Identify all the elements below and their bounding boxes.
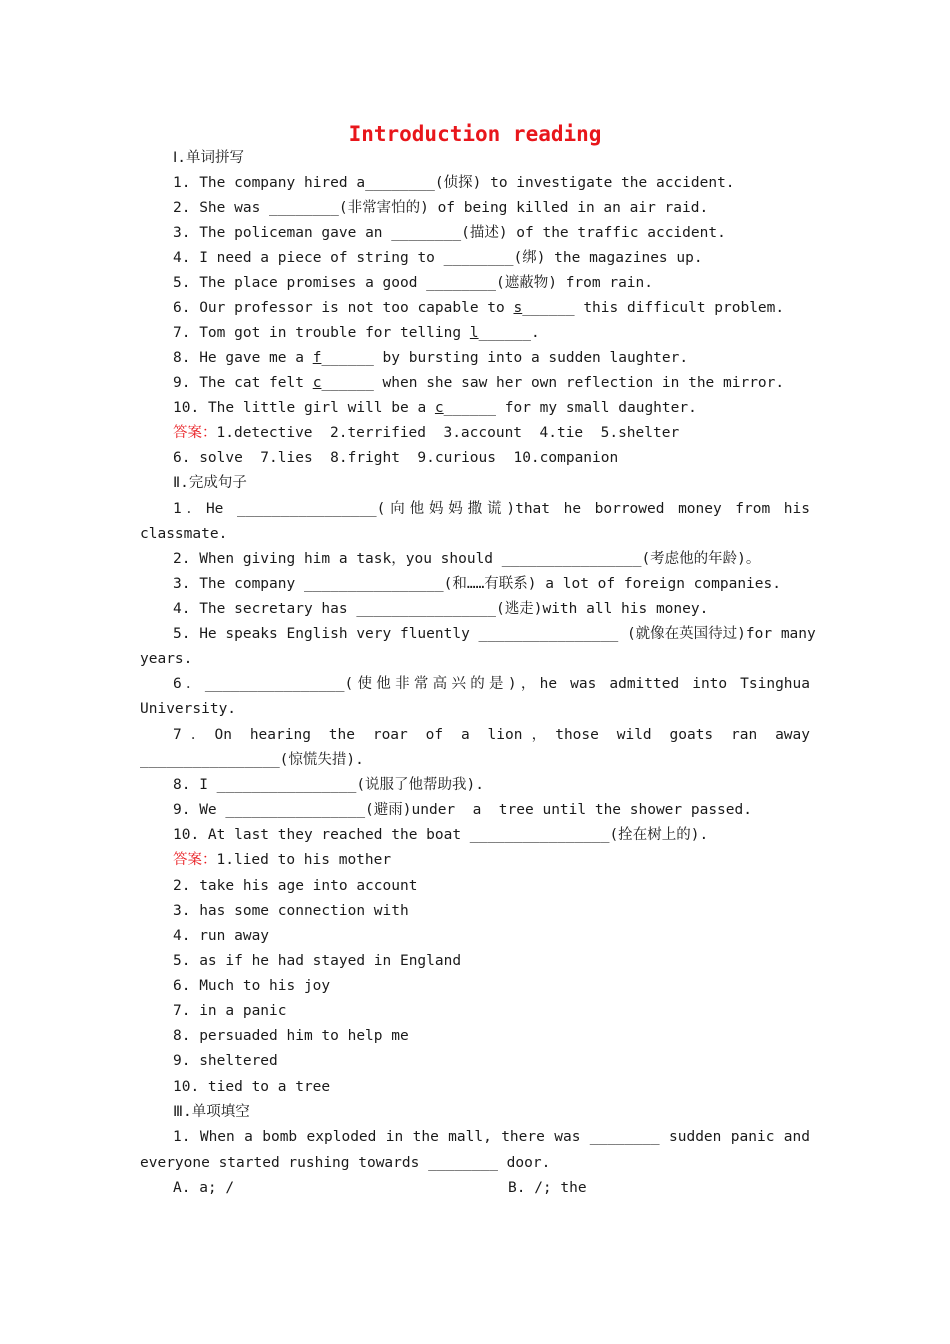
s2-q3: 3. The company ________________(和……有联系) a lot of foreign companies. (173, 576, 781, 592)
s2-q4: 4. The secretary has ________________(逃走)with all his money. (173, 601, 709, 617)
s2-q8: 8. I ________________(说服了他帮助我). (173, 777, 485, 793)
s2-answer-3: 3. has some connection with (173, 903, 409, 919)
hint-letter: s (513, 300, 523, 316)
option-b: B. /; the (508, 1180, 587, 1196)
s1-item-9: 9. The cat felt c______ when she saw her own reflection in the mirror. (173, 375, 785, 391)
s1-item-7: 7. Tom got in trouble for telling l______. (173, 325, 540, 341)
s2-q10: 10. At last they reached the boat ________________(拴在树上的). (173, 827, 709, 843)
hint-letter: f (312, 350, 322, 366)
s2-q1-line-2: classmate. (140, 526, 228, 542)
s1-answers-line-2: 6. solve 7.lies 8.fright 9.curious 10.companion (173, 450, 619, 466)
s1-item-6: 6. Our professor is not too capable to s______ this difficult problem. (173, 300, 785, 316)
s2-q9: 9. We ________________(避雨)under a tree until the shower passed. (173, 802, 752, 818)
s3-q1-line-1: 1. When a bomb exploded in the mall, there was ________ sudden panic and (173, 1129, 810, 1145)
s2-answer-8: 8. persuaded him to help me (173, 1028, 409, 1044)
s2-answer-5: 5. as if he had stayed in England (173, 953, 462, 969)
section-1-heading: Ⅰ.单词拼写 (173, 150, 245, 166)
s2-q5-line-1: 5. He speaks English very fluently ________________ (就像在英国待过)for many (173, 626, 816, 642)
section-2-heading: Ⅱ.完成句子 (173, 475, 247, 491)
s1-item-1: 1. The company hired a________(侦探) to investigate the accident. (173, 175, 735, 191)
s2-q6-line-1: 6．________________(使他非常高兴的是)，he was admitted into Tsinghua (173, 676, 810, 692)
answer-label: 答案： (173, 852, 217, 868)
s2-answer-10: 10. tied to a tree (173, 1079, 331, 1095)
page-title: Introduction reading (348, 122, 602, 146)
s3-q1-line-2: everyone started rushing towards ________ door. (140, 1155, 551, 1171)
s1-answers-line-1: 答案：1.detective 2.terrified 3.account 4.tie 5.shelter (173, 425, 680, 441)
s1-item-8: 8. He gave me a f______ by bursting into a sudden laughter. (173, 350, 689, 366)
hint-letter: c (434, 400, 444, 416)
section-3-heading: Ⅲ.单项填空 (173, 1104, 250, 1120)
option-a: A. a; / (173, 1180, 235, 1196)
s2-answer-4: 4. run away (173, 928, 270, 944)
s1-item-10: 10. The little girl will be a c______ for my small daughter. (173, 400, 697, 416)
s1-item-3: 3. The policeman gave an ________(描述) of the traffic accident. (173, 225, 726, 241)
answer-label: 答案： (173, 425, 217, 441)
s2-answer-7: 7. in a panic (173, 1003, 287, 1019)
s2-answer-6: 6. Much to his joy (173, 978, 331, 994)
hint-letter: c (312, 375, 322, 391)
s2-answer-1: 答案：1.lied to his mother (173, 852, 392, 868)
s2-answer-2: 2. take his age into account (173, 878, 418, 894)
s2-q2: 2. When giving him a task，you should ________________(考虑他的年龄)。 (173, 551, 761, 567)
s1-item-2: 2. She was ________(非常害怕的) of being killed in an air raid. (173, 200, 709, 216)
s2-q6-line-2: University. (140, 701, 237, 717)
s2-q5-line-2: years. (140, 651, 193, 667)
s3-q1-options (173, 1176, 810, 1201)
s2-q1-line-1: 1．He ________________(向他妈妈撒谎)that he borrowed money from his (173, 501, 810, 517)
s1-item-5: 5. The place promises a good ________(遮蔽物) from rain. (173, 275, 654, 291)
s2-q7-line-2: ________________(惊慌失措). (140, 752, 364, 768)
s2-q7-line-1: 7．On hearing the roar of a lion，those wild goats ran away (173, 727, 810, 743)
hint-letter: l (469, 325, 479, 341)
s1-item-4: 4. I need a piece of string to ________(绑) the magazines up. (173, 250, 703, 266)
s2-answer-9: 9. sheltered (173, 1053, 278, 1069)
